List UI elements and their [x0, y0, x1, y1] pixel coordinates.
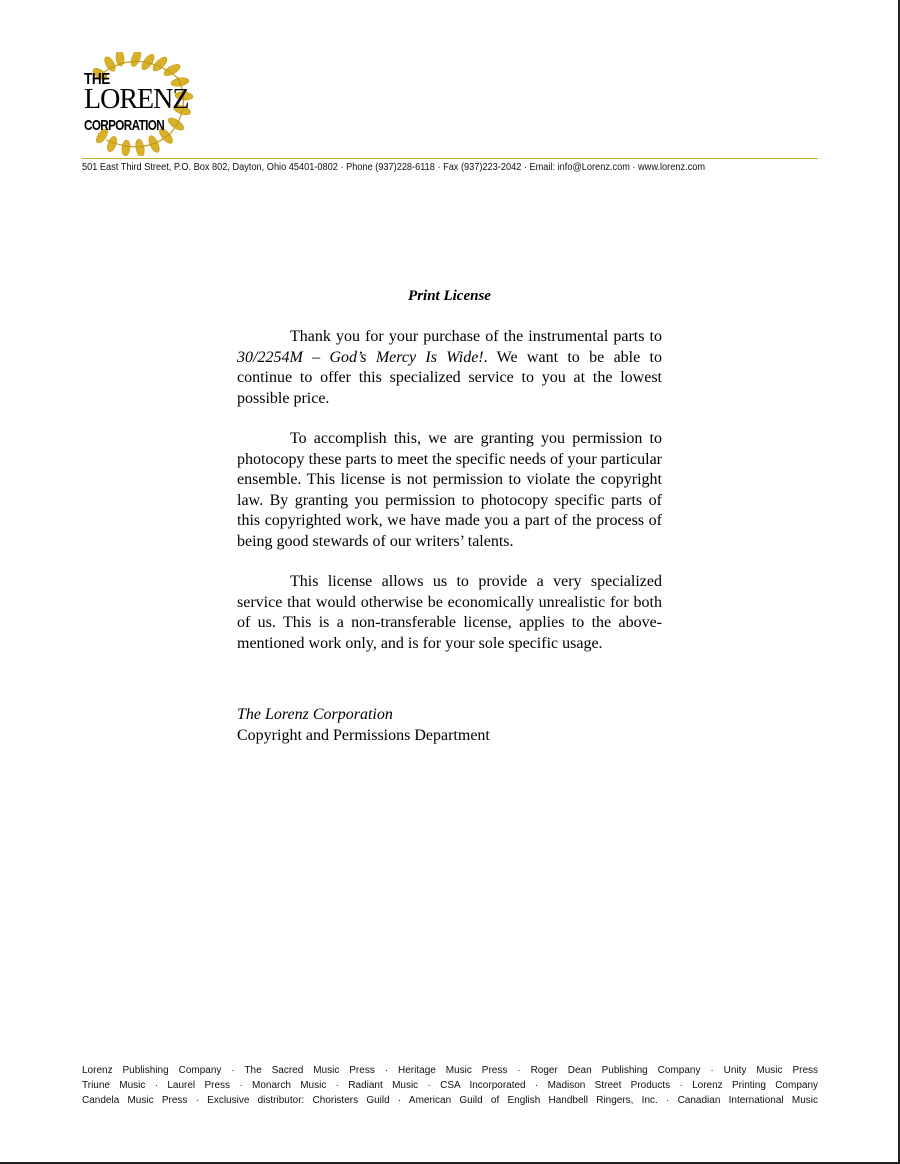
footer-line-3: Candela Music Press · Exclusive distributor: Choristers Guild · American Guild of English Handbell Ringers, Inc. · Canadian International Music: [82, 1095, 818, 1106]
logo-lorenz-text: LORENZ: [84, 84, 189, 115]
footer-line-2: Triune Music · Laurel Press · Monarch Music · Radiant Music · CSA Incorporated · Madison Street Products · Lorenz Printing Company: [82, 1080, 818, 1091]
paragraph-2: To accomplish this, we are granting you permission to photocopy these parts to meet the specific needs of your particular ensemble. This license is not permission to violate the copyright law. By granting you permission to photocopy specific parts of this copyrighted work, we have made you a part of the process of being good stewards of our writers’ talents.: [237, 430, 662, 550]
paragraph-1-end: . We want to be able to continue to offer this specialized service to you at the lowest possible price.: [237, 348, 662, 407]
paragraph-3: This license allows us to provide a very specialized service that would otherwise be economically unrealistic for both of us. This is a non-transferable license, applies to the above-mentioned work only, and is for your sole specific usage.: [237, 573, 662, 652]
logo-the-text: THE: [84, 71, 110, 88]
letter-body: [237, 288, 662, 746]
letterhead-address: 501 East Third Street, P.O. Box 802, Dayton, Ohio 45401-0802 · Phone (937)228-6118 · Fax (937)223-2042 · Email: info@Lorenz.com · www.lorenz.com: [82, 162, 706, 173]
paragraph-1-start: Thank you for your purchase of the instrumental parts to: [290, 328, 662, 345]
lorenz-logo: [80, 52, 200, 156]
signature-department: Copyright and Permissions Department: [237, 727, 490, 744]
signature-block: [237, 704, 662, 746]
footer-imprints: [82, 1063, 818, 1108]
paragraph-1: [237, 327, 662, 409]
product-title: 30/2254M – God’s Mercy Is Wide!: [237, 348, 484, 366]
signature-company: The Lorenz Corporation: [237, 706, 393, 723]
letter-title: Print License: [408, 288, 491, 304]
letterhead-rule: [82, 158, 818, 159]
footer-line-1: Lorenz Publishing Company · The Sacred Music Press · Heritage Music Press · Roger Dean Publishing Company · Unity Music Press: [82, 1065, 818, 1076]
logo-corporation-text: CORPORATION: [84, 117, 165, 134]
